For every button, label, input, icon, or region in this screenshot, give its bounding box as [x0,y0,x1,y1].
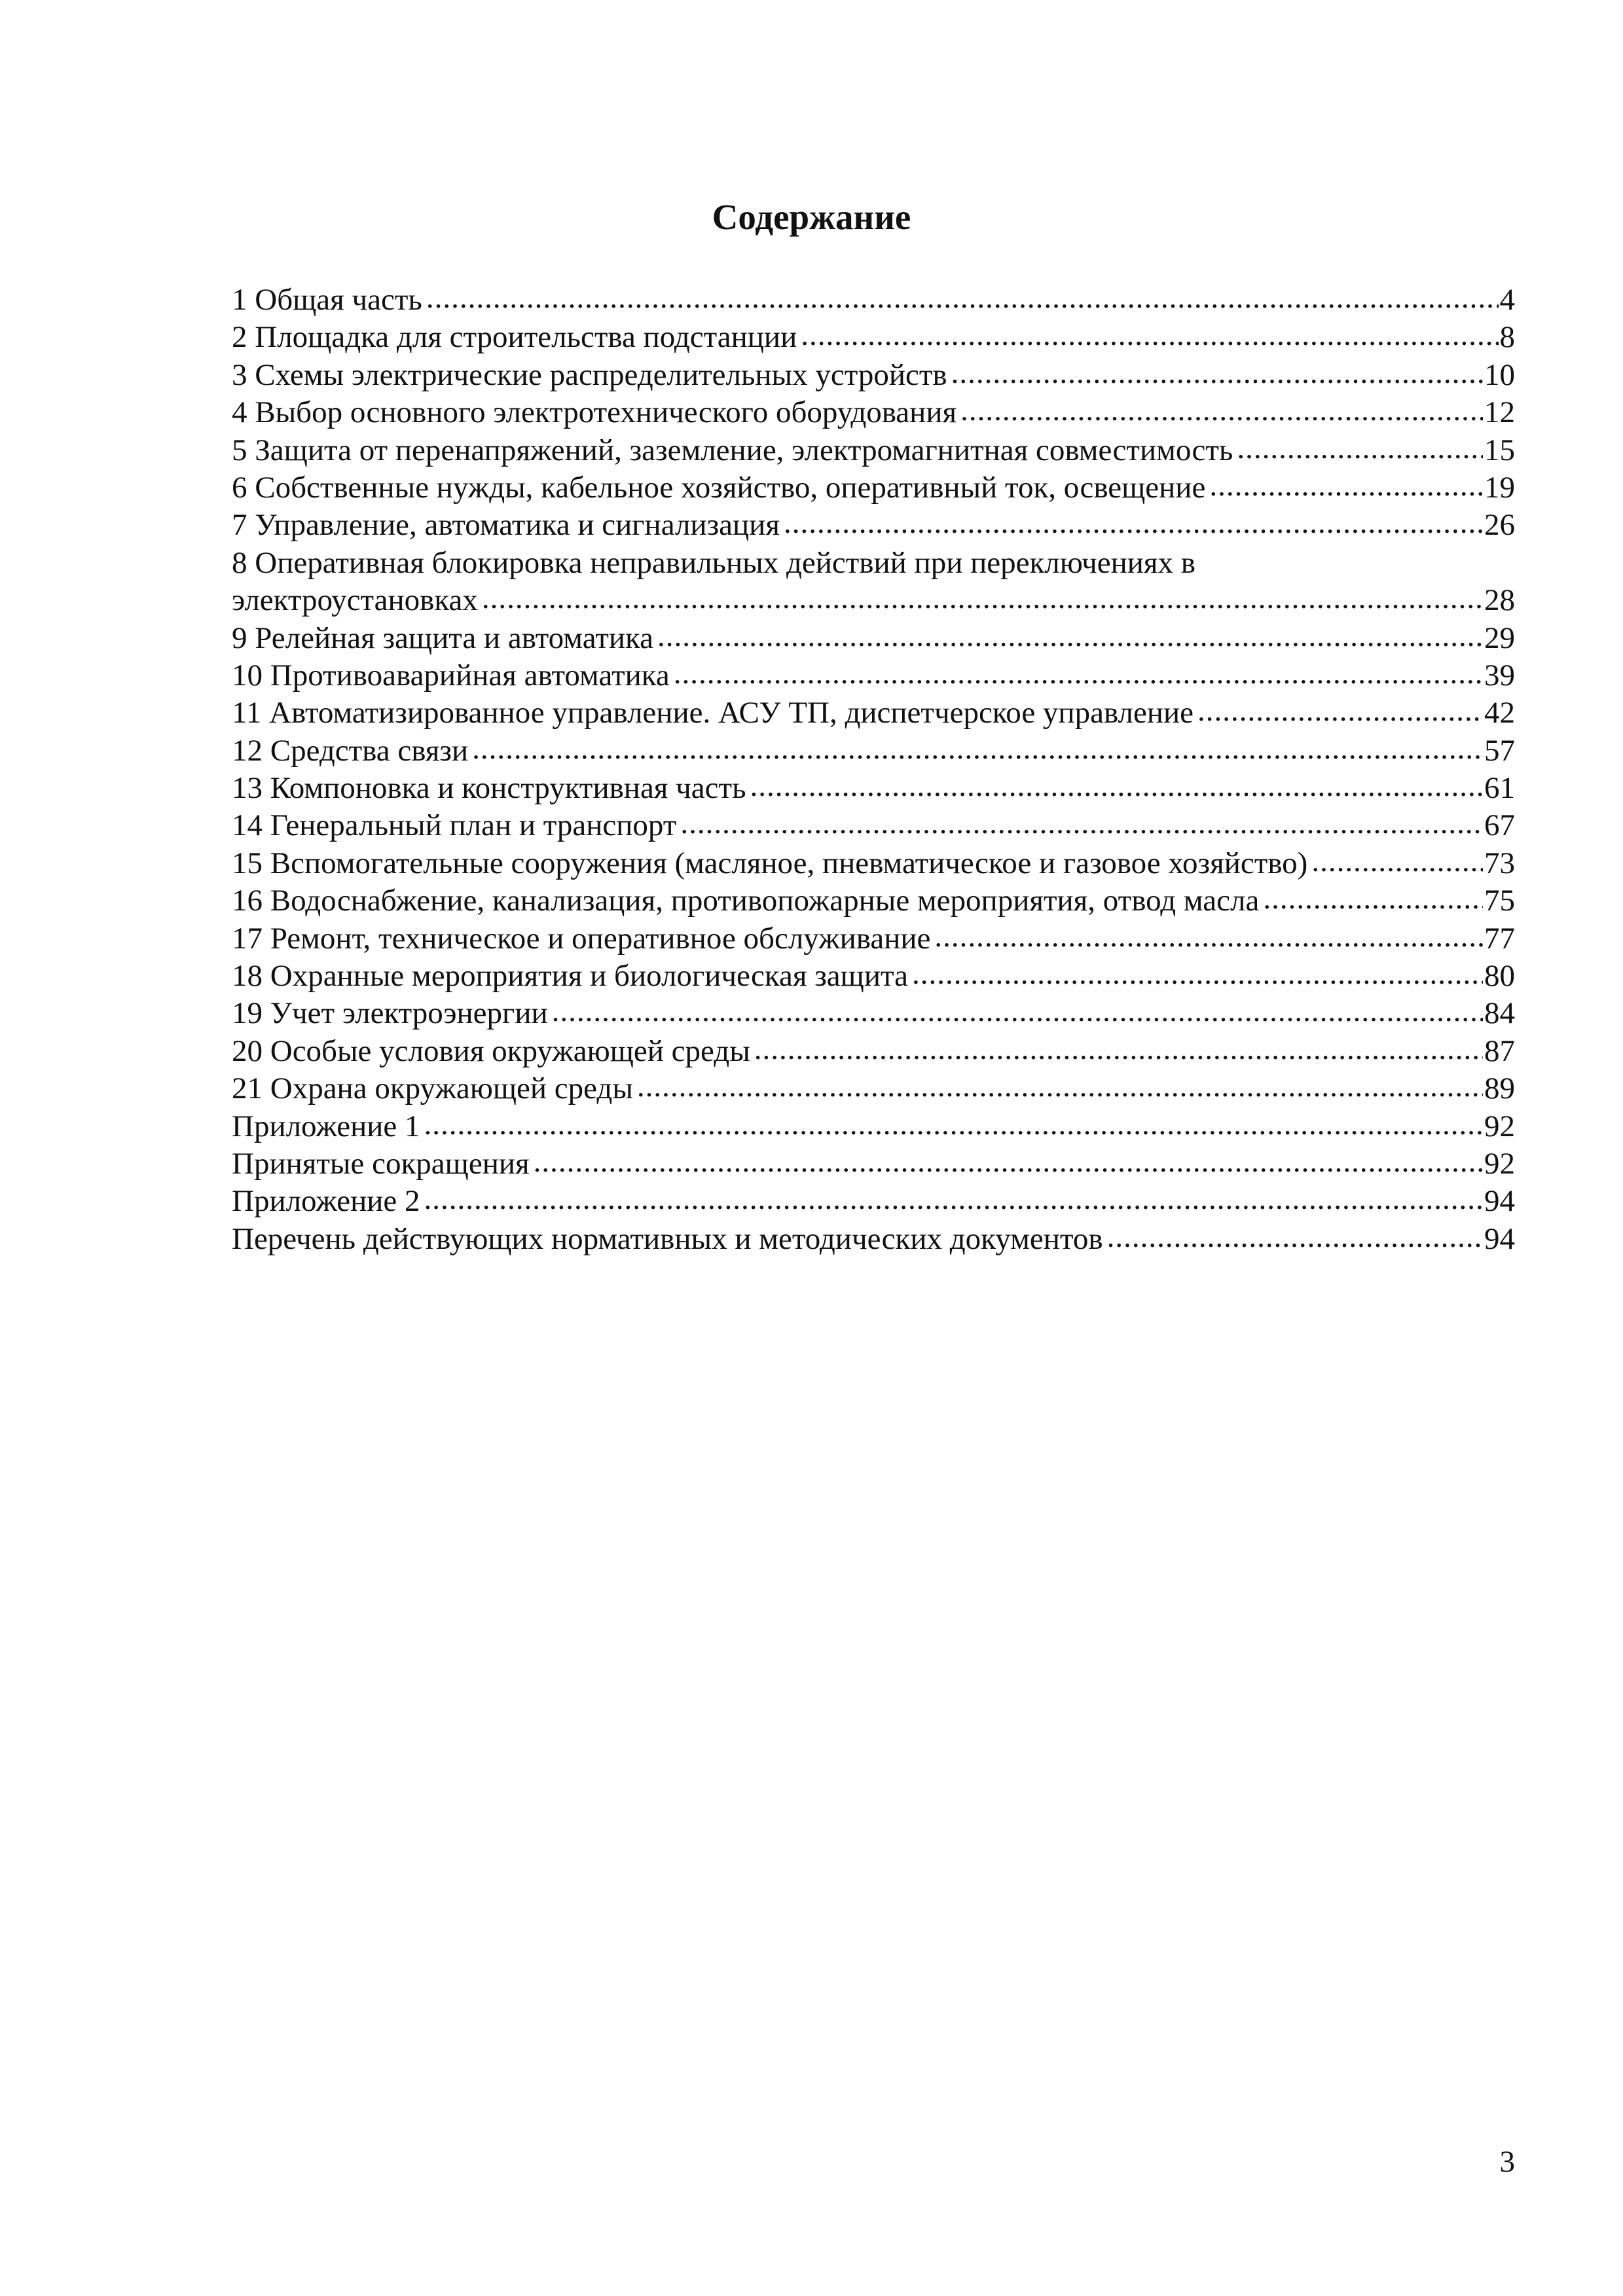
toc-entry[interactable] [232,882,1515,920]
toc-entry[interactable] [232,845,1515,882]
toc-entry-title: 21 Охрана окружающей среды [232,1071,633,1106]
toc-entry-page: 94 [1484,1221,1515,1256]
toc-entry-page: 89 [1484,1071,1515,1106]
dot-leader [674,655,1483,692]
toc-entry-title: 15 Вспомогательные сооружения (масляное, пневматическое и газовое хозяйство) [232,846,1308,880]
dot-leader [754,1031,1483,1068]
toc-entry-title: Приложение 2 [232,1184,420,1219]
toc-entry-title: Приложение 1 [232,1109,420,1143]
toc-entry-title: 7 Управление, автоматика и сигнализация [232,508,780,543]
toc-entry-title: 17 Ремонт, техническое и оперативное обслуживание [232,921,931,956]
toc-entry[interactable] [232,657,1515,694]
dot-leader [552,993,1483,1030]
toc-entry[interactable] [232,281,1515,319]
page-title: Содержание [712,197,911,237]
toc-entry-title: 4 Выбор основного электротехнического оборудования [232,395,957,430]
toc-entry-page: 10 [1484,357,1515,392]
toc-entry-title: 10 Противоаварийная автоматика [232,658,670,692]
toc-entry[interactable] [232,394,1515,431]
toc-entry[interactable] [232,1108,1515,1145]
toc-entry-title: 9 Релейная защита и автоматика [232,620,654,655]
toc-entry-title: 6 Собственные нужды, кабельное хозяйство, оперативный ток, освещение [232,470,1206,505]
dot-leader [934,918,1483,956]
toc-entry-page: 73 [1484,846,1515,880]
toc-entry-title: 18 Охранные мероприятия и биологическая защита [232,959,908,994]
toc-entry[interactable] [232,545,1515,620]
toc-entry-title: 5 Защита от перенапряжений, заземление, электромагнитная совместимость [232,433,1233,467]
toc-entry-title-continuation: электроустановках [232,583,478,618]
dot-leader [680,805,1483,842]
toc-entry-page: 39 [1484,658,1515,692]
toc-entry-continuation-line [232,582,1515,619]
toc-entry-page: 12 [1484,395,1515,430]
dot-leader [1237,430,1483,467]
dot-leader [1311,843,1483,880]
toc-entry-title: 13 Компоновка и конструктивная часть [232,771,746,806]
toc-entry-title: 1 Общая часть [232,283,422,317]
toc-entry-page: 4 [1499,283,1515,317]
dot-leader [1209,467,1483,505]
toc-entry-page: 92 [1484,1109,1515,1143]
dot-leader [534,1143,1483,1181]
dot-leader [424,1181,1483,1218]
dot-leader [657,618,1483,655]
dot-leader [482,580,1483,617]
toc-entry-title: 14 Генеральный план и транспорт [232,808,677,843]
toc-entry-title: 20 Особые условия окружающей среды [232,1033,750,1068]
toc-entry-title: 11 Автоматизированное управление. АСУ ТП, диспетчерское управление [232,696,1194,730]
dot-leader [801,317,1498,354]
toc-entry[interactable] [232,807,1515,844]
toc-entry[interactable] [232,958,1515,995]
page-number: 3 [1499,2145,1515,2179]
toc-entry-page: 75 [1484,884,1515,918]
dot-leader [1263,880,1483,918]
toc-entry-page: 8 [1499,320,1515,355]
toc-entry-title: 12 Средства связи [232,733,469,768]
toc-entry[interactable] [232,694,1515,732]
toc-entry[interactable] [232,357,1515,394]
toc-entry[interactable] [232,1221,1515,1258]
table-of-contents [232,281,1515,1258]
toc-entry[interactable] [232,1070,1515,1107]
toc-entry[interactable] [232,732,1515,770]
toc-entry-page: 87 [1484,1033,1515,1068]
dot-leader [960,392,1483,429]
toc-entry[interactable] [232,770,1515,807]
dot-leader [1197,692,1483,730]
toc-entry-page: 92 [1484,1146,1515,1181]
toc-entry-page: 29 [1484,620,1515,655]
toc-entry[interactable] [232,469,1515,507]
toc-entry-page: 15 [1484,433,1515,467]
toc-entry-page: 61 [1484,771,1515,806]
dot-leader [637,1068,1483,1105]
toc-entry-title: 2 Площадка для строительства подстанции [232,320,797,355]
toc-entry[interactable] [232,1033,1515,1070]
toc-entry-title: Принятые сокращения [232,1146,530,1181]
toc-entry-page: 42 [1484,696,1515,730]
toc-entry-page: 67 [1484,808,1515,843]
dot-leader [1107,1219,1483,1256]
toc-entry-page: 26 [1484,508,1515,543]
toc-entry-page: 84 [1484,996,1515,1031]
toc-entry[interactable] [232,995,1515,1032]
toc-entry-title: 8 Оперативная блокировка неправильных действий при переключениях в [232,545,1195,580]
dot-leader [750,768,1483,805]
toc-entry-title: Перечень действующих нормативных и методических документов [232,1221,1103,1256]
dot-leader [424,1106,1483,1143]
dot-leader [951,355,1483,392]
toc-entry-page: 19 [1484,470,1515,505]
toc-entry[interactable] [232,1145,1515,1183]
dot-leader [784,505,1483,542]
toc-entry[interactable] [232,1183,1515,1220]
toc-entry[interactable] [232,507,1515,544]
toc-entry-page: 57 [1484,733,1515,768]
toc-entry-page: 94 [1484,1184,1515,1219]
toc-entry-title: 16 Водоснабжение, канализация, противопожарные мероприятия, отвод масла [232,884,1260,918]
toc-entry[interactable] [232,319,1515,356]
dot-leader [912,956,1483,993]
toc-entry-page: 80 [1484,959,1515,994]
dot-leader [472,730,1483,768]
toc-entry[interactable] [232,620,1515,657]
toc-entry[interactable] [232,432,1515,469]
toc-entry-title: 3 Схемы электрические распределительных устройств [232,357,947,392]
dot-leader [426,279,1499,317]
toc-entry-page: 28 [1484,583,1515,618]
toc-entry-page: 77 [1484,921,1515,956]
toc-entry[interactable] [232,920,1515,958]
toc-entry-title: 19 Учет электроэнергии [232,996,548,1031]
